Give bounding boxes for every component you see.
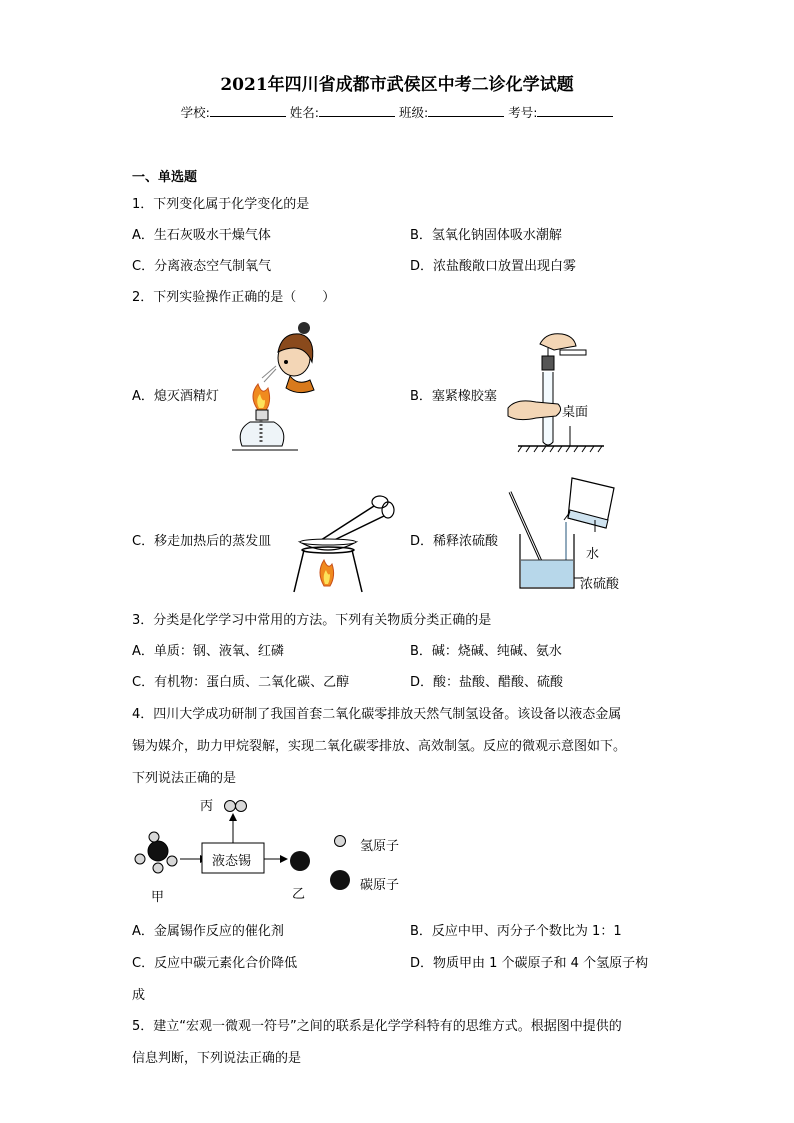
q1-option-a: A．生石灰吸水干燥气体 xyxy=(132,228,271,243)
name-blank xyxy=(319,104,395,117)
q2-option-c: C．移走加热后的蒸发皿 xyxy=(132,534,272,549)
q3-option-b: B．碱：烧碱、纯碱、氨水 xyxy=(410,644,562,659)
q1-stem: 1．下列变化属于化学变化的是 xyxy=(132,197,310,212)
figure-insert-stopper xyxy=(506,324,606,456)
q1-option-c: C．分离液态空气制氧气 xyxy=(132,259,272,274)
q1-option-d: D．浓盐酸敞口放置出现白雾 xyxy=(410,259,577,274)
q2-option-a: A．熄灭酒精灯 xyxy=(132,389,219,404)
q4-option-d-cont: 成 xyxy=(132,988,146,1003)
class-blank xyxy=(428,104,504,117)
q3-stem: 3．分类是化学学习中常用的方法。下列有关物质分类正确的是 xyxy=(132,613,492,628)
q2-option-b: B．塞紧橡胶塞 xyxy=(410,389,497,404)
label-water: 水 xyxy=(586,547,600,562)
label-jia: 甲 xyxy=(151,890,165,905)
page-title: 2021年四川省成都市武侯区中考二诊化学试题 xyxy=(220,75,574,95)
label-desk: 桌面 xyxy=(562,405,589,420)
q4-line-3: 下列说法正确的是 xyxy=(132,771,237,786)
q5-line-1: 5．建立“宏观一微观一符号”之间的联系是化学学科特有的思维方式。根据图中提供的 xyxy=(132,1019,622,1034)
q4-option-d: D．物质甲由 1 个碳原子和 4 个氢原子构 xyxy=(410,956,649,971)
q4-option-a: A．金属锡作反应的催化剂 xyxy=(132,924,284,939)
q2-option-d: D．稀释浓硫酸 xyxy=(410,534,499,549)
q4-option-c: C．反应中碳元素化合价降低 xyxy=(132,956,298,971)
legend-carbon-atom: 碳原子 xyxy=(360,878,400,893)
school-label: 学校: xyxy=(180,105,210,120)
q1-option-b: B．氢氧化钠固体吸水潮解 xyxy=(410,228,562,243)
q3-option-c: C．有机物：蛋白质、二氧化碳、乙醇 xyxy=(132,675,350,690)
label-liquid-tin: 液态锡 xyxy=(212,854,252,869)
name-label: 姓名: xyxy=(289,105,319,120)
section-heading: 一、单选题 xyxy=(132,170,198,185)
figure-move-evaporating-dish xyxy=(288,490,398,594)
legend-hydrogen-atom: 氢原子 xyxy=(360,839,400,854)
label-conc-acid: 浓硫酸 xyxy=(580,577,620,592)
q4-option-b: B．反应中甲、丙分子个数比为 1：1 xyxy=(410,924,622,939)
q4-line-1: 4．四川大学成功研制了我国首套二氧化碳零排放天然气制氢设备。该设备以液态金属 xyxy=(132,707,622,722)
q2-stem: 2．下列实验操作正确的是（ ） xyxy=(132,290,336,305)
school-blank xyxy=(210,104,286,117)
q5-line-2: 信息判断，下列说法正确的是 xyxy=(132,1051,302,1066)
q3-option-a: A．单质：钢、液氧、红磷 xyxy=(132,644,284,659)
label-yi: 乙 xyxy=(292,887,306,902)
student-info-line xyxy=(0,103,794,121)
q3-option-d: D．酸：盐酸、醋酸、硫酸 xyxy=(410,675,564,690)
q4-line-2: 锡为媒介，助力甲烷裂解，实现二氧化碳零排放、高效制氢。反应的微观示意图如下。 xyxy=(132,739,627,754)
figure-blow-out-lamp xyxy=(228,318,318,460)
exam-no-blank xyxy=(537,104,613,117)
class-label: 班级: xyxy=(398,105,429,120)
exam-no-label: 考号: xyxy=(508,105,538,120)
label-bing: 丙 xyxy=(200,799,214,814)
